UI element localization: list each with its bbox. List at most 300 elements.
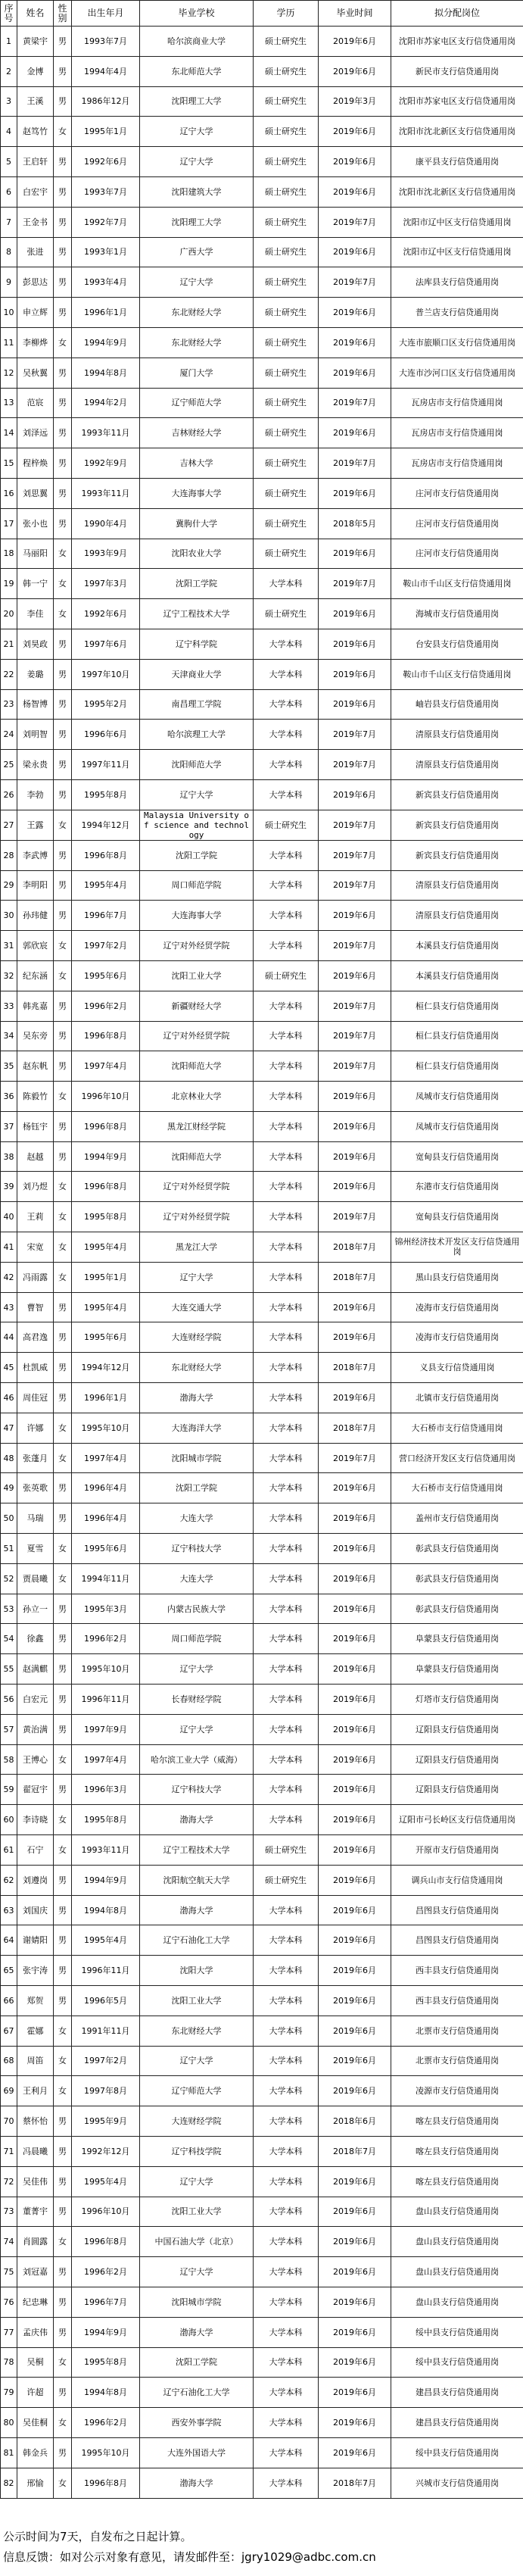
cell-gender: 女 — [54, 931, 72, 961]
cell-grad-date: 2019年6月 — [319, 1563, 391, 1594]
cell-birth: 1996年1月 — [72, 1383, 140, 1413]
cell-degree: 硕士研究生 — [254, 237, 319, 267]
cell-school: 东北财经大学 — [140, 2016, 254, 2046]
cell-degree: 大学本科 — [254, 2136, 319, 2166]
cell-grad-date: 2019年6月 — [319, 2378, 391, 2408]
cell-school: 辽宁大学 — [140, 779, 254, 810]
cell-position: 桓仁县支行信贷通用岗 — [391, 991, 523, 1021]
header-name: 姓名 — [17, 1, 54, 27]
cell-name: 王利月 — [17, 2076, 54, 2106]
cell-grad-date: 2019年6月 — [319, 478, 391, 508]
cell-position: 大石桥市支行信贷通用岗 — [391, 1413, 523, 1443]
table-row — [1, 1262, 523, 1292]
cell-birth: 1996年8月 — [72, 1021, 140, 1051]
cell-grad-date: 2019年6月 — [319, 1473, 391, 1503]
cell-degree: 大学本科 — [254, 2106, 319, 2137]
cell-degree: 大学本科 — [254, 1805, 319, 1835]
cell-grad-date: 2019年6月 — [319, 960, 391, 991]
cell-name: 李诗晓 — [17, 1805, 54, 1835]
table-row — [1, 508, 523, 539]
cell-name: 杜凯威 — [17, 1353, 54, 1383]
cell-gender: 男 — [54, 779, 72, 810]
cell-gender: 男 — [54, 508, 72, 539]
cell-name: 许娜 — [17, 1413, 54, 1443]
cell-school: 辽宁大学 — [140, 1654, 254, 1685]
table-row — [1, 1925, 523, 1956]
cell-degree: 大学本科 — [254, 2437, 319, 2468]
cell-index: 74 — [1, 2227, 17, 2257]
cell-position: 沈阳市苏家屯区支行信贷通用岗 — [391, 27, 523, 57]
cell-school: 哈尔滨工业大学（威海） — [140, 1744, 254, 1775]
cell-position: 大石桥市支行信贷通用岗 — [391, 1473, 523, 1503]
cell-school: 南昌理工学院 — [140, 689, 254, 720]
cell-name: 刘昊政 — [17, 629, 54, 659]
cell-grad-date: 2019年6月 — [319, 689, 391, 720]
cell-gender: 男 — [54, 147, 72, 177]
cell-degree: 硕士研究生 — [254, 1835, 319, 1866]
cell-index: 70 — [1, 2106, 17, 2137]
cell-school: 西安外事学院 — [140, 2408, 254, 2438]
cell-index: 1 — [1, 27, 17, 57]
cell-name: 韩兆嘉 — [17, 991, 54, 1021]
header-school: 毕业学校 — [140, 1, 254, 27]
cell-birth: 1995年8月 — [72, 1805, 140, 1835]
table-row — [1, 1624, 523, 1654]
cell-birth: 1995年4月 — [72, 1232, 140, 1263]
cell-school: 沈阳理工大学 — [140, 207, 254, 237]
table-row — [1, 1322, 523, 1353]
cell-name: 李勃 — [17, 779, 54, 810]
cell-index: 78 — [1, 2347, 17, 2378]
cell-index: 61 — [1, 1835, 17, 1866]
cell-birth: 1997年6月 — [72, 629, 140, 659]
cell-gender: 男 — [54, 1714, 72, 1744]
cell-name: 吴东旁 — [17, 1021, 54, 1051]
cell-index: 30 — [1, 901, 17, 931]
table-row — [1, 267, 523, 298]
cell-school: 辽宁对外经贸学院 — [140, 1202, 254, 1232]
cell-gender: 男 — [54, 56, 72, 86]
cell-birth: 1993年7月 — [72, 176, 140, 207]
cell-name: 黄梁宇 — [17, 27, 54, 57]
cell-index: 45 — [1, 1353, 17, 1383]
cell-degree: 大学本科 — [254, 1082, 319, 1112]
cell-degree: 硕士研究生 — [254, 358, 319, 388]
cell-grad-date: 2018年7月 — [319, 1353, 391, 1383]
cell-degree: 大学本科 — [254, 2317, 319, 2347]
cell-index: 42 — [1, 1262, 17, 1292]
cell-birth: 1995年10月 — [72, 1654, 140, 1685]
cell-school: 辽宁大学 — [140, 2166, 254, 2197]
cell-index: 57 — [1, 1714, 17, 1744]
cell-gender: 男 — [54, 27, 72, 57]
cell-degree: 大学本科 — [254, 1685, 319, 1715]
cell-position: 宽甸县支行信贷通用岗 — [391, 1202, 523, 1232]
cell-position: 瓦房店市支行信贷通用岗 — [391, 418, 523, 448]
cell-name: 吴秋翼 — [17, 358, 54, 388]
cell-gender: 女 — [54, 810, 72, 840]
cell-name: 孙立一 — [17, 1594, 54, 1624]
table-row — [1, 1141, 523, 1172]
cell-degree: 硕士研究生 — [254, 298, 319, 328]
cell-position: 沈阳市辽中区支行信贷通用岗 — [391, 237, 523, 267]
cell-school: 大连外国语大学 — [140, 2437, 254, 2468]
cell-position: 清原县支行信贷通用岗 — [391, 870, 523, 901]
cell-index: 14 — [1, 418, 17, 448]
cell-degree: 大学本科 — [254, 569, 319, 599]
cell-school: 沈阳工学院 — [140, 840, 254, 870]
cell-grad-date: 2019年6月 — [319, 2227, 391, 2257]
cell-school: 沈阳工业大学 — [140, 1986, 254, 2016]
cell-name: 李佳 — [17, 599, 54, 629]
cell-index: 46 — [1, 1383, 17, 1413]
cell-birth: 1994年11月 — [72, 1563, 140, 1594]
cell-index: 27 — [1, 810, 17, 840]
cell-position: 桓仁县支行信贷通用岗 — [391, 1051, 523, 1082]
cell-birth: 1996年4月 — [72, 1503, 140, 1534]
cell-index: 21 — [1, 629, 17, 659]
cell-name: 冯晨曦 — [17, 2136, 54, 2166]
cell-index: 11 — [1, 327, 17, 358]
cell-gender: 女 — [54, 327, 72, 358]
cell-name: 刘明智 — [17, 720, 54, 750]
cell-school: 沈阳师范大学 — [140, 1051, 254, 1082]
cell-school: 沈阳建筑大学 — [140, 176, 254, 207]
cell-gender: 女 — [54, 2076, 72, 2106]
cell-gender: 男 — [54, 176, 72, 207]
cell-birth: 1995年6月 — [72, 960, 140, 991]
cell-degree: 大学本科 — [254, 2166, 319, 2197]
cell-school: 沈阳师范大学 — [140, 1141, 254, 1172]
cell-position: 彰武县支行信贷通用岗 — [391, 1534, 523, 1564]
cell-gender: 男 — [54, 2317, 72, 2347]
cell-birth: 1994年8月 — [72, 2378, 140, 2408]
cell-name: 刘泽远 — [17, 418, 54, 448]
cell-degree: 大学本科 — [254, 1232, 319, 1263]
cell-position: 法库县支行信贷通用岗 — [391, 267, 523, 298]
cell-name: 韩一宁 — [17, 569, 54, 599]
cell-index: 72 — [1, 2166, 17, 2197]
table-row — [1, 1473, 523, 1503]
cell-birth: 1993年11月 — [72, 1835, 140, 1866]
cell-gender: 男 — [54, 1111, 72, 1141]
cell-grad-date: 2019年7月 — [319, 569, 391, 599]
cell-index: 65 — [1, 1956, 17, 1986]
cell-school: 辽宁对外经贸学院 — [140, 1021, 254, 1051]
cell-grad-date: 2019年7月 — [319, 207, 391, 237]
cell-gender: 女 — [54, 117, 72, 147]
cell-school: 辽宁对外经贸学院 — [140, 931, 254, 961]
cell-position: 彰武县支行信贷通用岗 — [391, 1563, 523, 1594]
cell-position: 新宾县支行信贷通用岗 — [391, 779, 523, 810]
cell-position: 北镇市支行信贷通用岗 — [391, 1383, 523, 1413]
cell-position: 沈阳市苏家屯区支行信贷通用岗 — [391, 86, 523, 117]
cell-position: 北票市支行信贷通用岗 — [391, 2016, 523, 2046]
cell-school: 渤海大学 — [140, 1895, 254, 1925]
table-row — [1, 960, 523, 991]
cell-degree: 大学本科 — [254, 931, 319, 961]
cell-school: 沈阳工学院 — [140, 2347, 254, 2378]
cell-gender: 男 — [54, 2257, 72, 2287]
header-position: 拟分配岗位 — [391, 1, 523, 27]
cell-degree: 大学本科 — [254, 1925, 319, 1956]
cell-grad-date: 2019年6月 — [319, 27, 391, 57]
cell-grad-date: 2019年6月 — [319, 1775, 391, 1805]
cell-grad-date: 2019年7月 — [319, 840, 391, 870]
cell-name: 刘乃煜 — [17, 1172, 54, 1202]
table-row — [1, 2227, 523, 2257]
cell-school: 广西大学 — [140, 237, 254, 267]
cell-gender: 女 — [54, 2468, 72, 2498]
cell-birth: 1997年9月 — [72, 1714, 140, 1744]
cell-index: 36 — [1, 1082, 17, 1112]
cell-grad-date: 2019年6月 — [319, 1986, 391, 2016]
cell-name: 赵越 — [17, 1141, 54, 1172]
cell-grad-date: 2019年6月 — [319, 358, 391, 388]
table-row — [1, 2106, 523, 2137]
cell-grad-date: 2019年7月 — [319, 870, 391, 901]
cell-index: 75 — [1, 2257, 17, 2287]
cell-grad-date: 2019年6月 — [319, 147, 391, 177]
cell-index: 47 — [1, 1413, 17, 1443]
cell-school: 渤海大学 — [140, 2317, 254, 2347]
cell-school: 辽宁工程技术大学 — [140, 599, 254, 629]
cell-grad-date: 2019年6月 — [319, 2437, 391, 2468]
cell-school: 沈阳工学院 — [140, 1473, 254, 1503]
cell-name: 王露 — [17, 810, 54, 840]
cell-birth: 1995年1月 — [72, 117, 140, 147]
cell-school: 黑龙江大学 — [140, 1232, 254, 1263]
cell-gender: 女 — [54, 1744, 72, 1775]
cell-grad-date: 2019年6月 — [319, 1744, 391, 1775]
cell-school: 东北财经大学 — [140, 1353, 254, 1383]
cell-school: 黑龙江财经学院 — [140, 1111, 254, 1141]
cell-position: 盘山县支行信贷通用岗 — [391, 2227, 523, 2257]
cell-degree: 硕士研究生 — [254, 27, 319, 57]
table-row — [1, 27, 523, 57]
table-row — [1, 1292, 523, 1322]
cell-degree: 大学本科 — [254, 720, 319, 750]
cell-degree: 大学本科 — [254, 2287, 319, 2317]
cell-degree: 硕士研究生 — [254, 176, 319, 207]
cell-position: 沈阳市辽中区支行信贷通用岗 — [391, 207, 523, 237]
cell-index: 29 — [1, 870, 17, 901]
table-row — [1, 298, 523, 328]
cell-degree: 大学本科 — [254, 2347, 319, 2378]
cell-grad-date: 2019年6月 — [319, 1292, 391, 1322]
cell-index: 22 — [1, 659, 17, 689]
cell-school: 冀朐什大学 — [140, 508, 254, 539]
cell-birth: 1996年11月 — [72, 1956, 140, 1986]
cell-degree: 大学本科 — [254, 1563, 319, 1594]
cell-index: 73 — [1, 2197, 17, 2227]
cell-index: 81 — [1, 2437, 17, 2468]
cell-degree: 大学本科 — [254, 1353, 319, 1383]
table-row — [1, 991, 523, 1021]
cell-grad-date: 2019年6月 — [319, 2257, 391, 2287]
cell-grad-date: 2018年6月 — [319, 2106, 391, 2137]
table-row — [1, 1383, 523, 1413]
cell-birth: 1994年8月 — [72, 358, 140, 388]
cell-index: 77 — [1, 2317, 17, 2347]
cell-name: 徐鑫 — [17, 1624, 54, 1654]
notice-feedback: 信息反馈：如对公示对象有意见，请发邮件至：jgry1029@adbc.com.cn — [3, 2550, 376, 2564]
cell-name: 黄治满 — [17, 1714, 54, 1744]
cell-position: 盖州市支行信贷通用岗 — [391, 1503, 523, 1534]
cell-gender: 女 — [54, 1563, 72, 1594]
cell-position: 喀左县支行信贷通用岗 — [391, 2166, 523, 2197]
table-row — [1, 1443, 523, 1473]
cell-gender: 男 — [54, 1141, 72, 1172]
cell-index: 16 — [1, 478, 17, 508]
table-row — [1, 2076, 523, 2106]
table-row — [1, 1232, 523, 1263]
cell-grad-date: 2019年6月 — [319, 2317, 391, 2347]
cell-birth: 1994年9月 — [72, 2317, 140, 2347]
cell-position: 阜蒙县支行信贷通用岗 — [391, 1624, 523, 1654]
cell-grad-date: 2019年6月 — [319, 2287, 391, 2317]
cell-name: 王博心 — [17, 1744, 54, 1775]
cell-gender: 男 — [54, 991, 72, 1021]
cell-name: 赵笃竹 — [17, 117, 54, 147]
cell-position: 清原县支行信贷通用岗 — [391, 720, 523, 750]
cell-birth: 1996年11月 — [72, 1685, 140, 1715]
cell-gender: 女 — [54, 960, 72, 991]
cell-grad-date: 2019年6月 — [319, 2076, 391, 2106]
cell-grad-date: 2019年6月 — [319, 56, 391, 86]
cell-birth: 1991年11月 — [72, 2016, 140, 2046]
cell-birth: 1992年9月 — [72, 448, 140, 479]
table-row — [1, 539, 523, 569]
cell-index: 52 — [1, 1563, 17, 1594]
cell-school: 中国石油大学（北京） — [140, 2227, 254, 2257]
table-row — [1, 2136, 523, 2166]
cell-index: 38 — [1, 1141, 17, 1172]
cell-gender: 男 — [54, 1624, 72, 1654]
cell-grad-date: 2019年3月 — [319, 86, 391, 117]
cell-name: 赵东帆 — [17, 1051, 54, 1082]
cell-degree: 大学本科 — [254, 1534, 319, 1564]
cell-school: 渤海大学 — [140, 1805, 254, 1835]
table-row — [1, 418, 523, 448]
cell-index: 76 — [1, 2287, 17, 2317]
cell-school: 沈阳城市学院 — [140, 1443, 254, 1473]
cell-position: 鞍山市千山区支行信贷通用岗 — [391, 569, 523, 599]
cell-index: 23 — [1, 689, 17, 720]
cell-index: 9 — [1, 267, 17, 298]
cell-degree: 大学本科 — [254, 1383, 319, 1413]
cell-gender: 女 — [54, 1262, 72, 1292]
table-row — [1, 2046, 523, 2076]
cell-index: 44 — [1, 1322, 17, 1353]
cell-birth: 1996年5月 — [72, 1986, 140, 2016]
cell-grad-date: 2019年6月 — [319, 539, 391, 569]
cell-index: 66 — [1, 1986, 17, 2016]
cell-grad-date: 2019年6月 — [319, 1835, 391, 1866]
cell-gender: 男 — [54, 1503, 72, 1534]
cell-position: 新民市支行信贷通用岗 — [391, 56, 523, 86]
cell-position: 沈阳市沈北新区支行信贷通用岗 — [391, 117, 523, 147]
cell-degree: 大学本科 — [254, 1413, 319, 1443]
cell-birth: 1993年11月 — [72, 478, 140, 508]
cell-name: 刘国庆 — [17, 1895, 54, 1925]
cell-school: 辽宁师范大学 — [140, 388, 254, 418]
cell-school: 辽宁科技大学 — [140, 1534, 254, 1564]
cell-position: 义县支行信贷通用岗 — [391, 1353, 523, 1383]
cell-birth: 1995年6月 — [72, 1534, 140, 1564]
cell-name: 张英歌 — [17, 1473, 54, 1503]
cell-degree: 大学本科 — [254, 750, 319, 780]
cell-name: 孟庆伟 — [17, 2317, 54, 2347]
cell-birth: 1996年8月 — [72, 2227, 140, 2257]
table-row — [1, 1563, 523, 1594]
cell-birth: 1996年4月 — [72, 1473, 140, 1503]
table-row — [1, 1051, 523, 1082]
cell-birth: 1995年4月 — [72, 1925, 140, 1956]
cell-position: 兴城市支行信贷通用岗 — [391, 2468, 523, 2498]
cell-degree: 大学本科 — [254, 1021, 319, 1051]
cell-school: 辽宁大学 — [140, 2257, 254, 2287]
cell-gender: 男 — [54, 870, 72, 901]
cell-index: 79 — [1, 2378, 17, 2408]
cell-index: 17 — [1, 508, 17, 539]
cell-gender: 男 — [54, 840, 72, 870]
notice-period: 公示时间为7天，自发布之日起计算。 — [3, 2530, 192, 2543]
cell-name: 孙玮健 — [17, 901, 54, 931]
cell-birth: 1994年2月 — [72, 388, 140, 418]
table-row — [1, 1744, 523, 1775]
cell-grad-date: 2019年6月 — [319, 1956, 391, 1986]
cell-index: 51 — [1, 1534, 17, 1564]
cell-school: 辽宁石油化工大学 — [140, 2378, 254, 2408]
cell-grad-date: 2019年6月 — [319, 418, 391, 448]
cell-position: 桓仁县支行信贷通用岗 — [391, 1021, 523, 1051]
cell-gender: 男 — [54, 207, 72, 237]
cell-school: 大连海事大学 — [140, 478, 254, 508]
cell-school: 厦门大学 — [140, 358, 254, 388]
cell-degree: 大学本科 — [254, 1594, 319, 1624]
cell-school: 辽宁师范大学 — [140, 2076, 254, 2106]
cell-school: 周口师范学院 — [140, 870, 254, 901]
cell-index: 64 — [1, 1925, 17, 1956]
cell-birth: 1996年10月 — [72, 2197, 140, 2227]
cell-gender: 男 — [54, 1775, 72, 1805]
cell-gender: 男 — [54, 2106, 72, 2137]
cell-grad-date: 2019年6月 — [319, 176, 391, 207]
cell-index: 24 — [1, 720, 17, 750]
cell-name: 金博 — [17, 56, 54, 86]
cell-name: 纪忠琳 — [17, 2287, 54, 2317]
cell-gender: 男 — [54, 1473, 72, 1503]
cell-grad-date: 2019年6月 — [319, 298, 391, 328]
cell-position: 沈阳市沈北新区支行信贷通用岗 — [391, 176, 523, 207]
cell-birth: 1996年6月 — [72, 720, 140, 750]
cell-index: 54 — [1, 1624, 17, 1654]
table-row — [1, 2197, 523, 2227]
cell-grad-date: 2019年6月 — [319, 1714, 391, 1744]
cell-index: 20 — [1, 599, 17, 629]
cell-grad-date: 2019年6月 — [319, 2046, 391, 2076]
cell-index: 69 — [1, 2076, 17, 2106]
cell-degree: 大学本科 — [254, 1292, 319, 1322]
cell-name: 姜璐 — [17, 659, 54, 689]
cell-grad-date: 2018年7月 — [319, 2468, 391, 2498]
cell-grad-date: 2018年7月 — [319, 2136, 391, 2166]
cell-grad-date: 2019年6月 — [319, 1082, 391, 1112]
cell-gender: 男 — [54, 478, 72, 508]
table-row — [1, 1775, 523, 1805]
table-row — [1, 2378, 523, 2408]
